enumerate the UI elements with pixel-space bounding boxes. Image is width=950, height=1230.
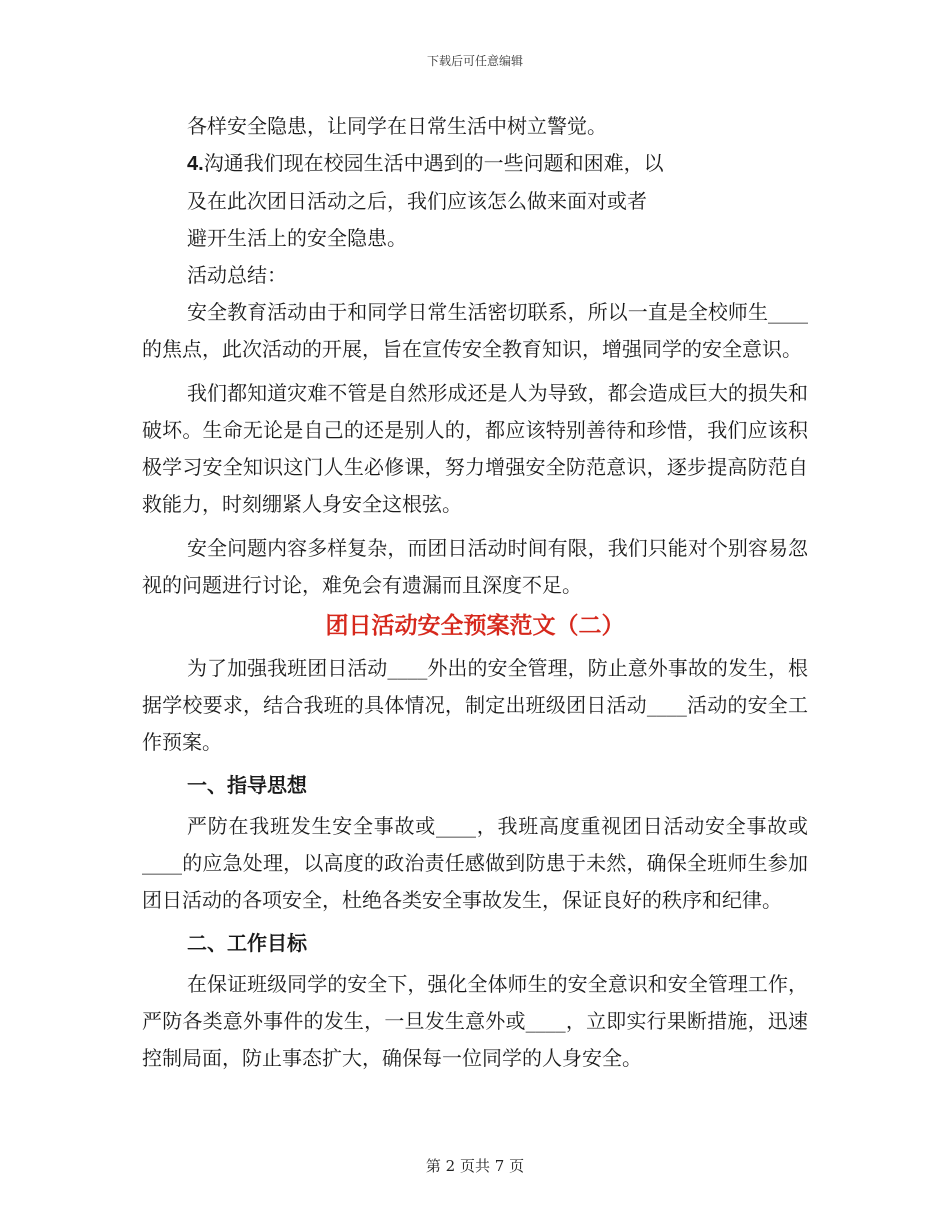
text-line: 及在此次团日活动之后，我们应该怎么做来面对或者: [187, 189, 647, 213]
paragraph: 我们都知道灾难不管是自然形成还是人为导致，都会造成巨大的损失和破坏。生命无论是自己的还是别人的，都应该特别善待和珍惜，我们应该积极学习安全知识这门人生必修课，努力增强安全防范意识，逐步提高防范自救能力，时刻绷紧人身安全这根弦。: [142, 381, 808, 516]
list-item-4: [142, 145, 808, 183]
paragraph: 在保证班级同学的安全下，强化全体师生的安全意识和安全管理工作，严防各类意外事件的发生，一旦发生意外或____，立即实行果断措施，迅速控制局面，防止事态扩大，确保每一位同学的人身安全。: [142, 972, 808, 1070]
paragraph: 安全问题内容多样复杂，而团日活动时间有限，我们只能对个别容易忽视的问题进行讨论，难免会有遗漏而且深度不足。: [142, 536, 808, 597]
document-body: [142, 108, 808, 1077]
section-title: 团日活动安全预案范文（二）: [325, 613, 625, 639]
paragraph: 为了加强我班团日活动____外出的安全管理，防止意外事故的发生，根据学校要求，结合我班的具体情况，制定出班级团日活动____活动的安全工作预案。: [142, 656, 808, 754]
item-text: 沟通我们现在校园生活中遇到的一些问题和困难，以: [203, 151, 664, 175]
item-number: 4.: [187, 153, 204, 175]
paragraph: 安全教育活动由于和同学日常生活密切联系，所以一直是全校师生____的焦点，此次活动的开展，旨在宣传安全教育知识，增强同学的安全意识。: [142, 300, 808, 361]
section-heading: 二、工作目标: [187, 931, 307, 955]
page-footer: 第 2 页共 7 页: [425, 1157, 525, 1175]
summary-label: 活动总结：: [187, 263, 287, 287]
section-heading: 一、指导思想: [187, 773, 307, 797]
page-header: 下载后可任意编辑: [426, 54, 523, 68]
text-line: 各样安全隐患，让同学在日常生活中树立警觉。: [187, 114, 607, 138]
text-line: 避开生活上的安全隐患。: [187, 226, 407, 250]
paragraph: 严防在我班发生安全事故或____，我班高度重视团日活动安全事故或____的应急处理，以高度的政治责任感做到防患于未然，确保全班师生参加团日活动的各项安全，杜绝各类安全事故发生，保证良好的秩序和纪律。: [142, 814, 808, 912]
